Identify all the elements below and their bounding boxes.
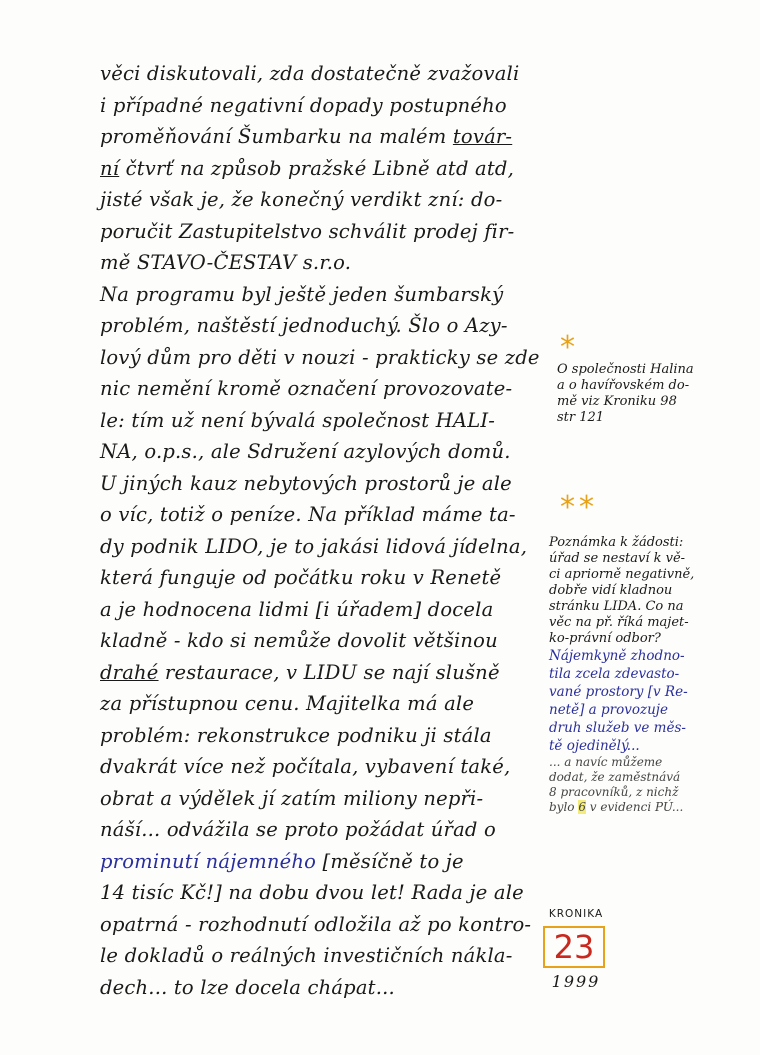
note-line: 8 pracovníků, z nichž: [549, 785, 679, 799]
text-segment: lový dům pro děti v nouzi - prakticky se zde: [100, 345, 540, 369]
note-line: O společnosti Halina: [557, 362, 694, 377]
note-line: stránku LIDA. Co na: [549, 599, 684, 614]
side-note-lido: [549, 535, 749, 815]
note-line: vané prostory [v Re-: [549, 684, 688, 700]
text-line: [100, 373, 545, 405]
note-line: mě viz Kroniku 98: [557, 394, 677, 409]
text-segment: poručit Zastupitelstvo schválit prodej fir-: [100, 219, 515, 243]
note-line: str 121: [557, 410, 605, 425]
text-segment: dech... to lze docela chápat...: [100, 975, 395, 999]
page-number-box: [543, 926, 605, 968]
text-segment: továr-: [452, 125, 513, 148]
text-line: [100, 184, 545, 216]
text-line: [100, 216, 545, 248]
text-line: [100, 342, 545, 374]
text-segment: problém: rekonstrukce podniku ji stála: [100, 723, 492, 747]
text-segment: U jiných kauz nebytových prostorů je ale: [100, 471, 512, 495]
text-segment: ní: [100, 156, 120, 180]
text-segment: která funguje od počátku roku v Renetě: [100, 566, 502, 589]
text-line: [100, 247, 545, 279]
text-segment: dvakrát více než počítala, vybavení také,: [100, 755, 511, 778]
asterisk-mark-2: **: [560, 490, 598, 525]
asterisk-mark-1: *: [560, 330, 575, 365]
text-segment: nic nemění kromě označení provozovate-: [100, 377, 513, 400]
text-segment: le: tím už není bývalá společnost HALI-: [100, 408, 496, 432]
text-segment: prominutí nájemného: [100, 849, 317, 873]
text-segment: kladně - kdo si nemůže dovolit většinou: [100, 629, 498, 652]
text-line: [100, 310, 545, 342]
main-text-column: [100, 58, 545, 1003]
text-segment: NA, o.p.s., ale Sdružení azylových domů.: [100, 440, 511, 463]
text-line: [100, 468, 545, 500]
text-line: [100, 562, 545, 594]
text-segment: o víc, totiž o peníze. Na příklad máme ta-: [100, 503, 516, 526]
note-line: úřad se nestaví k vě-: [549, 551, 686, 566]
note-line: [549, 800, 749, 815]
text-line: [100, 121, 545, 153]
note-line: ci apriorně negativně,: [549, 567, 695, 582]
text-line: [100, 783, 545, 815]
text-line: [100, 405, 545, 437]
text-line: [100, 90, 545, 122]
note-line: a o havířovském do-: [557, 378, 690, 393]
text-segment: problém, naštěstí jednoduchý. Šlo o Azy-: [100, 314, 508, 337]
text-line: [100, 751, 545, 783]
text-segment: Na programu byl ještě jeden šumbarský: [100, 282, 504, 306]
text-line: [100, 436, 545, 468]
highlighted-number: 6: [578, 800, 586, 814]
text-line: [100, 688, 545, 720]
text-line: [100, 625, 545, 657]
text-line: [100, 720, 545, 752]
text-segment: le dokladů o reálných investičních nákla-: [100, 944, 513, 967]
text-line: [100, 972, 545, 1004]
note-line: tě ojedinělý...: [549, 738, 640, 754]
text-segment: a je hodnocena lidmi [i úřadem] docela: [100, 597, 494, 621]
note-line: tila zcela zdevasto-: [549, 666, 680, 682]
text-line: [100, 594, 545, 626]
text-segment: opatrná - rozhodnutí odložila až po kontro-: [100, 912, 532, 936]
text-line: [100, 657, 545, 689]
chronicle-year: 1999: [551, 972, 601, 991]
text-segment: věci diskutovali, zda dostatečně zvažovali: [100, 62, 520, 85]
text-segment: obrat a výdělek jí zatím miliony nepři-: [100, 786, 484, 810]
page-number: 23: [553, 928, 595, 966]
text-line: [100, 499, 545, 531]
text-segment: dy podnik LIDO, je to jakási lidová jídelna,: [100, 534, 528, 558]
text-segment: bylo: [549, 800, 579, 814]
note-line: dobře vidí kladnou: [549, 583, 673, 598]
text-segment: i případné negativní dopady postupného: [100, 93, 507, 117]
note-line: ... a navíc můžeme: [549, 755, 663, 769]
note-line: netě] a provozuje: [549, 702, 668, 718]
text-segment: 14 tisíc Kč!] na dobu dvou let! Rada je ale: [100, 881, 524, 904]
text-segment: mě STAVO-ČESTAV s.r.o.: [100, 251, 352, 274]
note-line: Nájemkyně zhodno-: [549, 648, 685, 664]
note-line: ko-právní odbor?: [549, 631, 661, 646]
text-line: [100, 877, 545, 909]
text-line: [100, 531, 545, 563]
text-line: [100, 846, 545, 878]
side-note-halina: [557, 362, 747, 426]
text-line: [100, 940, 545, 972]
text-segment: [měsíčně to je: [316, 849, 464, 873]
note-line: dodat, že zaměstnává: [549, 770, 681, 784]
text-line: [100, 909, 545, 941]
note-line: Poznámka k žádosti:: [549, 535, 684, 550]
text-line: [100, 58, 545, 90]
text-segment: náší... odvážila se proto požádat úřad o: [100, 818, 496, 841]
text-line: [100, 153, 545, 185]
text-segment: v evidenci PÚ...: [585, 800, 684, 814]
text-segment: čtvrť na způsob pražské Libně atd atd,: [119, 156, 514, 180]
text-line: [100, 279, 545, 311]
text-segment: restaurace, v LIDU se nají slušně: [158, 660, 500, 684]
text-segment: jisté však je, že konečný verdikt zní: do-: [100, 188, 503, 211]
text-segment: proměňování Šumbarku na malém: [100, 125, 453, 148]
note-line: věc na př. říká majet-: [549, 615, 689, 630]
note-line: druh služeb ve měs-: [549, 720, 686, 736]
text-line: [100, 814, 545, 846]
text-segment: drahé: [100, 660, 159, 684]
text-segment: za přístupnou cenu. Majitelka má ale: [100, 692, 475, 715]
chronicle-label: KRONIKA: [548, 908, 604, 920]
